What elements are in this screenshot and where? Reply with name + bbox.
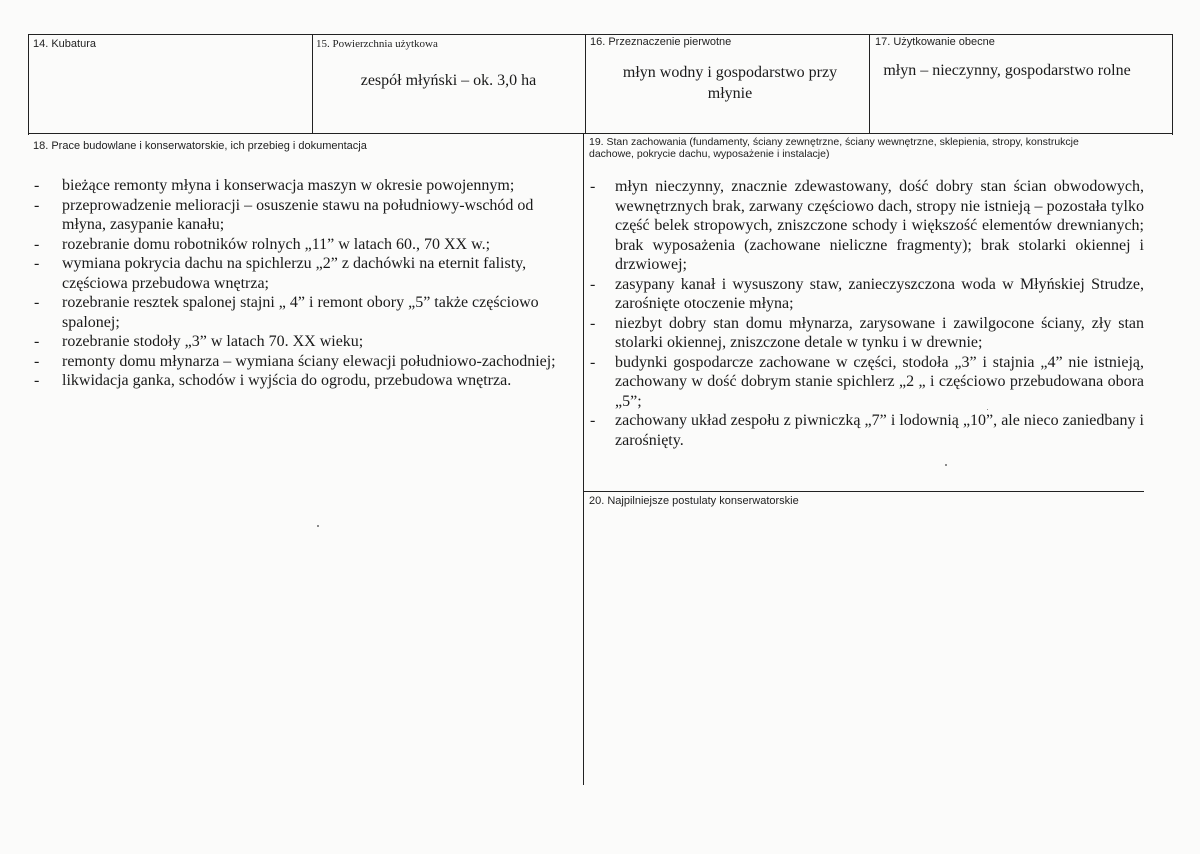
list-item-text: zachowany układ zespołu z piwniczką „7” i lodownią „10”, ale nieco zaniedbany i zarośnięty. [615, 412, 1144, 449]
list-item-text: remonty domu młynarza – wymiana ściany elewacji południowo-zachodniej; [62, 352, 556, 370]
field-14-label: 14. Kubatura [33, 38, 96, 50]
col-divider-14-15 [312, 34, 313, 133]
field-16-value: młyn wodny i gospodarstwo przy młynie [622, 64, 838, 102]
field-18-label: 18. Prace budowlane i konserwatorskie, ich przebieg i dokumentacja [33, 140, 367, 152]
list-item [32, 254, 580, 293]
scan-speck [987, 409, 988, 410]
bullet-dash: - [34, 177, 40, 194]
field-15-label: 15. Powierzchnia użytkowa [316, 38, 438, 50]
list-item [32, 293, 580, 332]
list-item [32, 176, 580, 196]
row-divider-1 [28, 133, 1173, 134]
list-item [588, 411, 1144, 450]
bullet-dash: - [590, 353, 596, 371]
bullet-dash: - [34, 255, 40, 272]
bullet-dash: - [34, 352, 40, 370]
list-item [32, 371, 580, 391]
bullet-dash: - [590, 314, 596, 332]
field-18-list [32, 176, 580, 391]
field-17-value: młyn – nieczynny, gospodarstwo rolne [883, 62, 1131, 79]
field-15-value: zespół młyński – ok. 3,0 ha [360, 72, 537, 89]
list-item-text: bieżące remonty młyna i konserwacja maszyn w okresie powojennym; [62, 177, 515, 194]
left-border [28, 34, 29, 135]
list-item-text: rozebranie stodoły „3” w latach 70. XX wieku; [62, 333, 364, 350]
bullet-dash: - [590, 178, 596, 195]
col-divider-16-17 [869, 34, 870, 133]
list-item [32, 332, 580, 352]
list-item [32, 352, 580, 372]
row-divider-19-20 [583, 491, 1144, 492]
field-16-label: 16. Przeznaczenie pierwotne [590, 36, 732, 48]
list-item-text: młyn nieczynny, znacznie zdewastowany, dość dobry stan ścian obwodowych, wewnętrznych brak, zarwany częściowo dach, stropy nie istnieją – pozostała tylko część belek stropowych, zniszczone schody i większość elementów drewnianych; brak wyposażenia (zachowane nieliczne fragmenty); brak stolarki okiennej i drzwiowej; [615, 178, 1144, 273]
bullet-dash: - [34, 372, 40, 389]
list-item-text: likwidacja ganka, schodów i wyjścia do ogrodu, przebudowa wnętrza. [62, 372, 512, 389]
top-border [28, 34, 1173, 35]
bullet-dash: - [34, 294, 40, 311]
list-item [588, 314, 1144, 353]
list-item-text: wymiana pokrycia dachu na spichlerzu „2” z dachówki na eternit falisty, częściowa przebudowa wnętrza; [62, 255, 527, 292]
bullet-dash: - [590, 275, 596, 293]
scan-speck [945, 464, 947, 466]
list-item-text: rozebranie resztek spalonej stajni „ 4” i remont obory „5” także częściowo spalonej; [62, 294, 539, 331]
field-19-label: 19. Stan zachowania (fundamenty, ściany zewnętrzne, ściany wewnętrzne, sklepienia, stropy, konstrukcje dachowe, pokrycie dachu, wyposażenie i instalacje) [589, 136, 1079, 160]
field-20-label: 20. Najpilniejsze postulaty konserwatorskie [589, 495, 799, 507]
list-item-text: niezbyt dobry stan domu młynarza, zarysowane i zawilgocone ściany, zły stan stolarki okiennej, zniszczone detale w tynku i w drewnie; [615, 314, 1144, 351]
right-border [1172, 34, 1173, 135]
list-item-text: przeprowadzenie melioracji – osuszenie stawu na południowy-wschód od młyna, zasypanie kanału; [62, 196, 534, 233]
list-item-text: zasypany kanał i wysuszony staw, zanieczyszczona woda w Młyńskiej Strudze, zarośnięte otoczenie młyna; [615, 275, 1144, 312]
list-item [32, 235, 580, 255]
bullet-dash: - [34, 235, 40, 253]
list-item [588, 353, 1144, 412]
list-item-text: rozebranie domu robotników rolnych „11” w latach 60., 70 XX w.; [62, 235, 491, 253]
list-item [588, 275, 1144, 314]
list-item [588, 177, 1144, 275]
bullet-dash: - [590, 412, 596, 429]
main-col-divider [583, 133, 584, 785]
list-item-text: budynki gospodarcze zachowane w części, stodoła „3” i stajnia „4” nie istnieją, zachowany w dość dobrym stanie spichlerz „2 „ i częściowo przebudowana obora „5”; [615, 353, 1144, 410]
field-17-label: 17. Użytkowanie obecne [875, 36, 995, 48]
scan-speck [317, 525, 319, 527]
bullet-dash: - [34, 333, 40, 350]
col-divider-15-16 [585, 34, 586, 133]
bullet-dash: - [34, 196, 40, 214]
field-19-list [588, 177, 1144, 450]
list-item [32, 196, 580, 235]
